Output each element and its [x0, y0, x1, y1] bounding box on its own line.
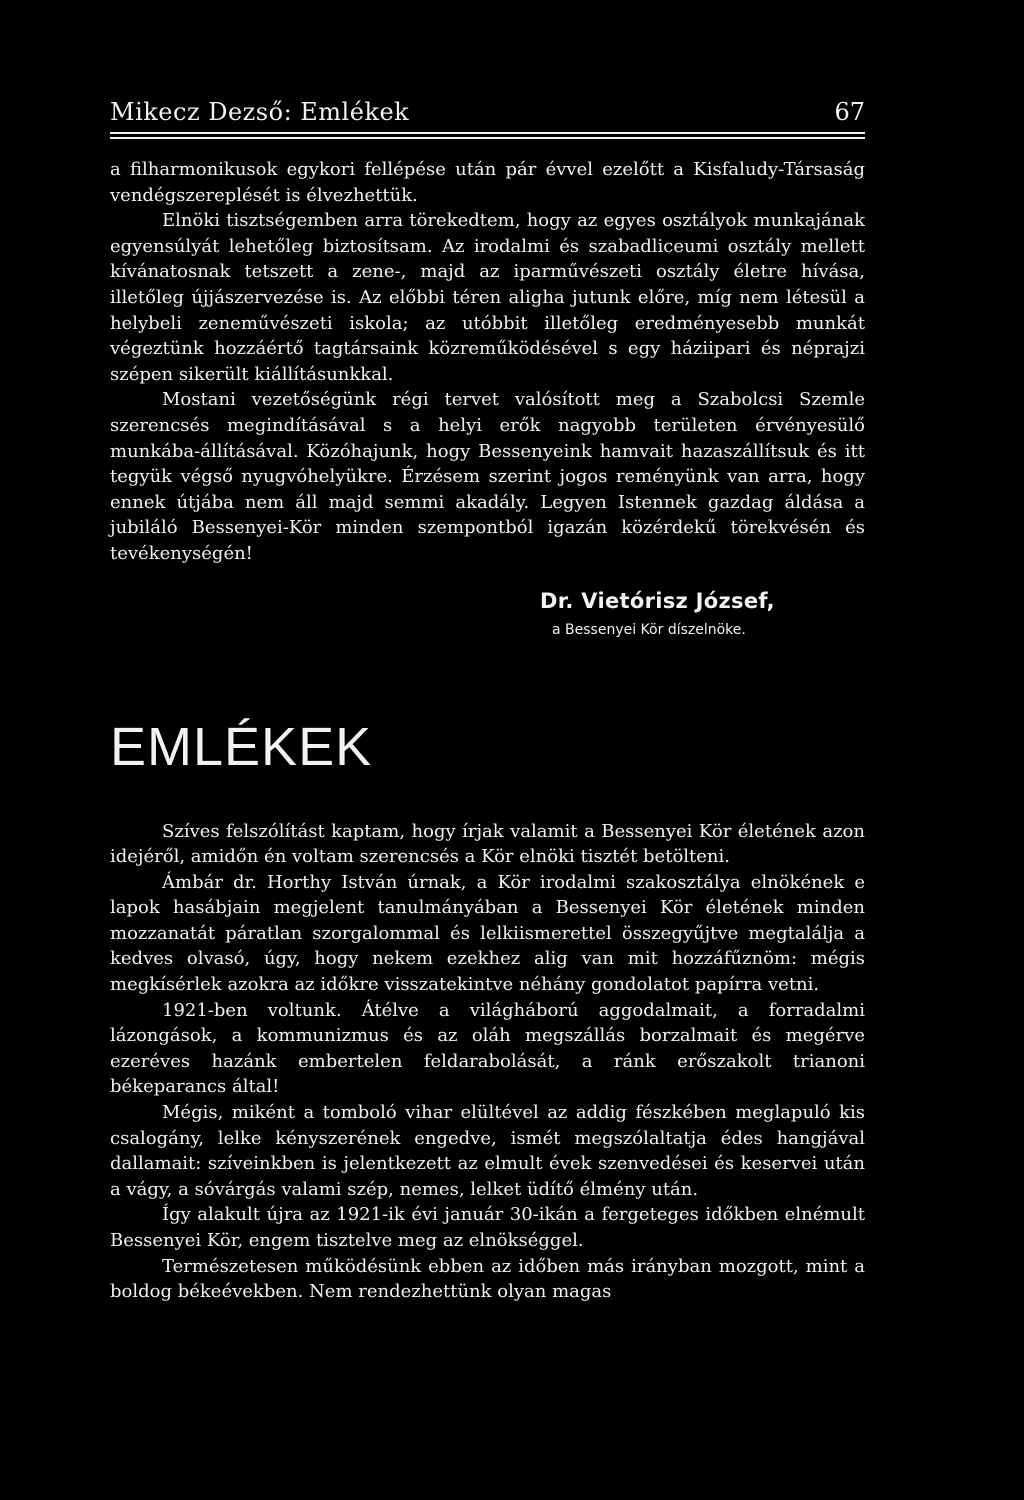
- paragraph: Mostani vezetőségünk régi tervet valósított meg a Szabolcsi Szemle szerencsés megindításával s a helyi erők nagyobb területen érvényesülő munkába-állításával. Közóhajunk, hogy Bessenyeink hamvait hazaszállítsuk és itt tegyük végső nyugvóhelyükre. Érzésem szerint jogos reményünk van arra, hogy ennek útjába nem áll majd semmi akadály. Legyen Istennek gazdag áldása a jubiláló Bessenyei-Kör minden szempontból igazán közérdekű törekvésén és tevékenységén!: [110, 389, 865, 564]
- page-number: 67: [834, 98, 865, 126]
- paragraph: a filharmonikusok egykori fellépése után pár évvel ezelőtt a Kisfaludy-Társaság vendégszereplését is élvezhettük.: [110, 159, 865, 206]
- running-title: Mikecz Dezső: Emlékek: [110, 98, 410, 126]
- signature-block: [540, 587, 865, 641]
- paragraph: Szíves felszólítást kaptam, hogy írjak valamit a Bessenyei Kör életének azon idejéről, amidőn én voltam szerencsés a Kör elnöki tisztét betölteni.: [110, 820, 865, 868]
- header-rule: [110, 132, 865, 139]
- article-body: [110, 819, 865, 1305]
- signature-role: a Bessenyei Kör díszelnöke.: [552, 621, 746, 638]
- book-page: [110, 98, 865, 1305]
- paragraph: Mégis, miként a tomboló vihar elültével az addig fészkében meglapuló kis csalogány, lelke kényszerének engedve, ismét megszólaltatja édes hangjával dallamait: szíveinkben is jelentkezett az elmult évek szenvedései és keservei után a vágy, a sóvárgás valami szép, nemes, lelket üdítő élmény után.: [110, 1102, 865, 1200]
- signature-name: Dr. Vietórisz József,: [540, 588, 775, 613]
- paragraph: Elnöki tisztségemben arra törekedtem, hogy az egyes osztályok munkajának egyensúlyát lehetőleg biztosítsam. Az irodalmi és szabadliceumi osztály mellett kívánatosnak tetszett a zene-, majd az iparművészeti osztály életre hívása, illetőleg újjászervezése is. Az előbbi téren aligha jutunk előre, míg nem létesül a helybeli zeneművészeti iskola; az utóbbit illetőleg eredményesebb munkát végeztünk hozzáértő tagtársaink közreműködésével s egy háziipari és néprajzi szépen sikerült kiállításunkkal.: [110, 210, 865, 385]
- paragraph: Ámbár dr. Horthy István úrnak, a Kör irodalmi szakosztálya elnökének e lapok hasábjain megjelent tanulmányában a Bessenyei Kör életének minden mozzanatát páratlan szorgalommal és lelkiismerettel összegyűjtve megtalálja a kedves olvasó, úgy, hogy nekem ezekhez alig van mit hozzáfűznöm: mégis megkísérlek azokra az időkre visszatekintve néhány gondolatot papírra vetni.: [110, 871, 865, 996]
- running-header: [110, 98, 865, 132]
- paragraph: Természetesen működésünk ebben az időben más irányban mozgott, mint a boldog békeévekben. Nem rendezhettünk olyan magas: [110, 1255, 865, 1303]
- paragraph: 1921-ben voltunk. Átélve a világháború aggodalmait, a forradalmi lázongások, a kommunizmus és az oláh megszállás borzalmait és megérve ezeréves hazánk embertelen feldarabolását, a ránk erőszakolt trianoni békeparancs által!: [110, 999, 865, 1098]
- section-title: EMLÉKEK: [110, 716, 373, 777]
- previous-article-end: [110, 157, 865, 567]
- paragraph: Így alakult újra az 1921-ik évi január 30-ikán a fergeteges időkben elnémult Bessenyei Kör, engem tisztelve meg az elnökséggel.: [110, 1204, 865, 1251]
